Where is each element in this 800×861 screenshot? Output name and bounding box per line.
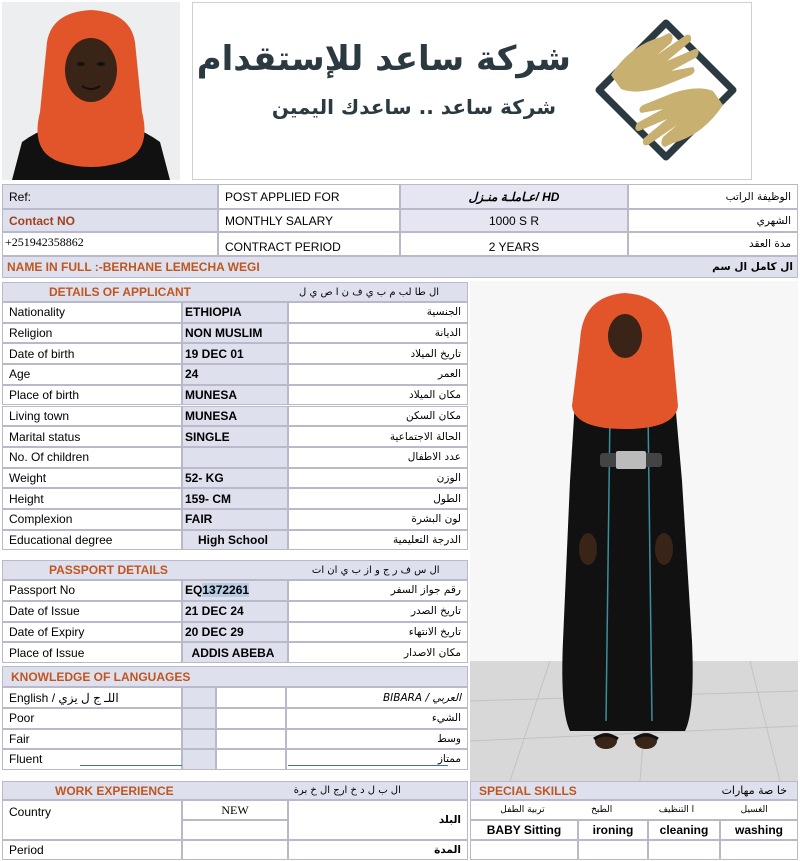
passport-field-label-ar: تاريخ الانتهاء (288, 622, 468, 643)
arabic-level-check (216, 729, 286, 750)
applicant-field-label-ar: عدد الاطفال (288, 447, 468, 468)
salary-label: MONTHLY SALARY (218, 209, 400, 232)
post-label-ar: الوظيفة الراتب (628, 184, 798, 209)
applicant-field-label: Age (2, 364, 182, 385)
passport-field-label: Date of Expiry (2, 622, 182, 643)
applicant-field-value: High School (182, 530, 288, 551)
salary-label-ar: الشهري (628, 209, 798, 232)
period-label: Period (2, 840, 182, 860)
applicant-field-label-ar: الجنسية (288, 302, 468, 323)
company-name: شركة ساعد للإستقدام (196, 39, 571, 79)
skill-washing: washing (720, 820, 798, 840)
applicant-field-value: 52- KG (182, 468, 288, 489)
passport-field-label-ar: تاريخ الصدر (288, 601, 468, 622)
post-label: POST APPLIED FOR (218, 184, 400, 209)
contract-label: CONTRACT PERIOD (218, 232, 400, 256)
english-level-cell-1 (182, 687, 216, 708)
skill-ar-washing: الغسيل (740, 805, 768, 815)
applicant-full-body-photo (470, 281, 798, 781)
passport-field-label-ar: رقم جواز السفر (288, 580, 468, 601)
company-tagline: شركة ساعد .. ساعدك اليمين (271, 95, 556, 119)
portrait-image (2, 2, 180, 180)
skill-ar-babysitting: تربية الطفل (500, 805, 545, 815)
period-label-ar: المدة (288, 840, 468, 860)
english-level-check (182, 729, 216, 750)
applicant-portrait-photo (2, 2, 180, 180)
country-label-ar: البلد (288, 800, 468, 840)
skill-check-baby-sitting (470, 840, 578, 860)
fluent-underline (80, 765, 182, 766)
applicant-field-label-ar: العمر (288, 364, 468, 385)
language-level-label-ar: ممتاز (286, 749, 468, 770)
full-body-image (470, 281, 798, 781)
passport-field-label: Place of Issue (2, 642, 182, 663)
language-level-label: Fluent (2, 749, 182, 770)
language-level-label: Fair (2, 729, 182, 750)
passport-field-label: Passport No (2, 580, 182, 601)
languages-section-title: KNOWLEDGE OF LANGUAGES (11, 669, 191, 684)
skills-section-title: SPECIAL SKILLS (479, 783, 577, 798)
applicant-field-label: Place of birth (2, 385, 182, 406)
applicant-field-label: No. Of children (2, 447, 182, 468)
work-section-title: WORK EXPERIENCE (55, 783, 174, 798)
passport-section-header (2, 560, 468, 580)
passport-field-value: ADDIS ABEBA (182, 642, 288, 663)
skill-check-cleaning (648, 840, 720, 860)
post-value: عـاملـة منـزل/ HD (400, 184, 628, 209)
contact-label: Contact NO (2, 209, 218, 232)
languages-section-header (2, 666, 468, 687)
applicant-field-label-ar: تاريخ الميلاد (288, 343, 468, 364)
country-value: NEW (182, 800, 288, 820)
applicant-field-label: Marital status (2, 426, 182, 447)
skill-ar-cooking: الطبخ (591, 805, 613, 815)
contact-number: +251942358862 (2, 232, 218, 256)
applicant-field-value: FAIR (182, 509, 288, 530)
passport-section-title: PASSPORT DETAILS (49, 563, 168, 577)
passport-field-value: 20 DEC 29 (182, 622, 288, 643)
english-level-check (182, 708, 216, 729)
applicant-field-label-ar: الوزن (288, 468, 468, 489)
arabic-level-check (216, 708, 286, 729)
passport-number-prefix: EQ (185, 583, 203, 598)
skill-ar-cleaning: ا التنظيف (658, 805, 695, 815)
applicant-field-label-ar: الدرجة التعليمية (288, 530, 468, 551)
applicant-section-header (2, 282, 468, 302)
english-level-check (182, 749, 216, 770)
passport-field-value (182, 580, 288, 601)
applicant-field-value: 24 (182, 364, 288, 385)
applicant-field-label-ar: لون البشرة (288, 509, 468, 530)
period-value (182, 840, 288, 860)
full-name-ar: ال كامل ال سم (712, 261, 793, 273)
company-banner (192, 2, 752, 180)
skill-ironing: ironing (578, 820, 648, 840)
applicant-field-label-ar: الديانة (288, 323, 468, 344)
skill-check-ironing (578, 840, 648, 860)
applicant-field-value: MUNESA (182, 406, 288, 427)
applicant-field-value: SINGLE (182, 426, 288, 447)
ref-label: Ref: (2, 184, 218, 209)
helping-hands-icon (591, 15, 741, 165)
skills-ar-row (470, 800, 798, 820)
applicant-field-label-ar: مكان الميلاد (288, 385, 468, 406)
full-name: NAME IN FULL :-BERHANE LEMECHA WEGI (7, 260, 260, 274)
passport-field-label-ar: مكان الاصدار (288, 642, 468, 663)
country-label: Country (2, 800, 182, 840)
skills-section-title-ar: خا صة مهارات (721, 784, 787, 797)
passport-section-title-ar: ال س ف ر ج و از ب ي ان ات (311, 564, 440, 576)
applicant-field-label: Educational degree (2, 530, 182, 551)
skills-section-header (470, 781, 798, 800)
applicant-field-label: Religion (2, 323, 182, 344)
applicant-field-label-ar: الحالة الاجتماعية (288, 426, 468, 447)
english-label: English / اللـ ج ل يزي (2, 687, 182, 708)
skill-cleaning: cleaning (648, 820, 720, 840)
applicant-field-label-ar: الطول (288, 488, 468, 509)
arabic-level-check (216, 749, 286, 770)
applicant-field-value: ETHIOPIA (182, 302, 288, 323)
country-value-cell-2 (182, 820, 288, 840)
language-level-label-ar: وسط (286, 729, 468, 750)
passport-number-highlight: 1372261 (202, 583, 250, 598)
applicant-field-label: Date of birth (2, 343, 182, 364)
fluent-underline-ar (288, 765, 448, 766)
applicant-field-label: Nationality (2, 302, 182, 323)
applicant-section-title: DETAILS OF APPLICANT (49, 285, 191, 299)
language-level-label-ar: الشيء (286, 708, 468, 729)
applicant-field-label-ar: مكان السكن (288, 406, 468, 427)
applicant-field-value (182, 447, 288, 468)
passport-field-value: 21 DEC 24 (182, 601, 288, 622)
applicant-field-label: Weight (2, 468, 182, 489)
skill-check-washing (720, 840, 798, 860)
english-level-cell-2 (216, 687, 286, 708)
passport-field-label: Date of Issue (2, 601, 182, 622)
arabic-label: العربي / BIBARA (286, 687, 468, 708)
language-level-label: Poor (2, 708, 182, 729)
work-section-header (2, 781, 468, 800)
contract-value: 2 YEARS (400, 232, 628, 256)
salary-value: 1000 S R (400, 209, 628, 232)
skill-baby-sitting: BABY Sitting (470, 820, 578, 840)
applicant-field-label: Living town (2, 406, 182, 427)
applicant-field-label: Height (2, 488, 182, 509)
applicant-section-title-ar: ال طا لب م ب ي ف ن ا ص ي ل (299, 286, 439, 298)
contract-label-ar: مدة العقد (628, 232, 798, 256)
work-section-title-ar: ال ب ل د خ ارج ال خ برة (293, 785, 401, 796)
applicant-field-value: 19 DEC 01 (182, 343, 288, 364)
applicant-field-value: 159- CM (182, 488, 288, 509)
applicant-field-label: Complexion (2, 509, 182, 530)
applicant-field-value: MUNESA (182, 385, 288, 406)
full-name-row (2, 256, 798, 278)
applicant-field-value: NON MUSLIM (182, 323, 288, 344)
